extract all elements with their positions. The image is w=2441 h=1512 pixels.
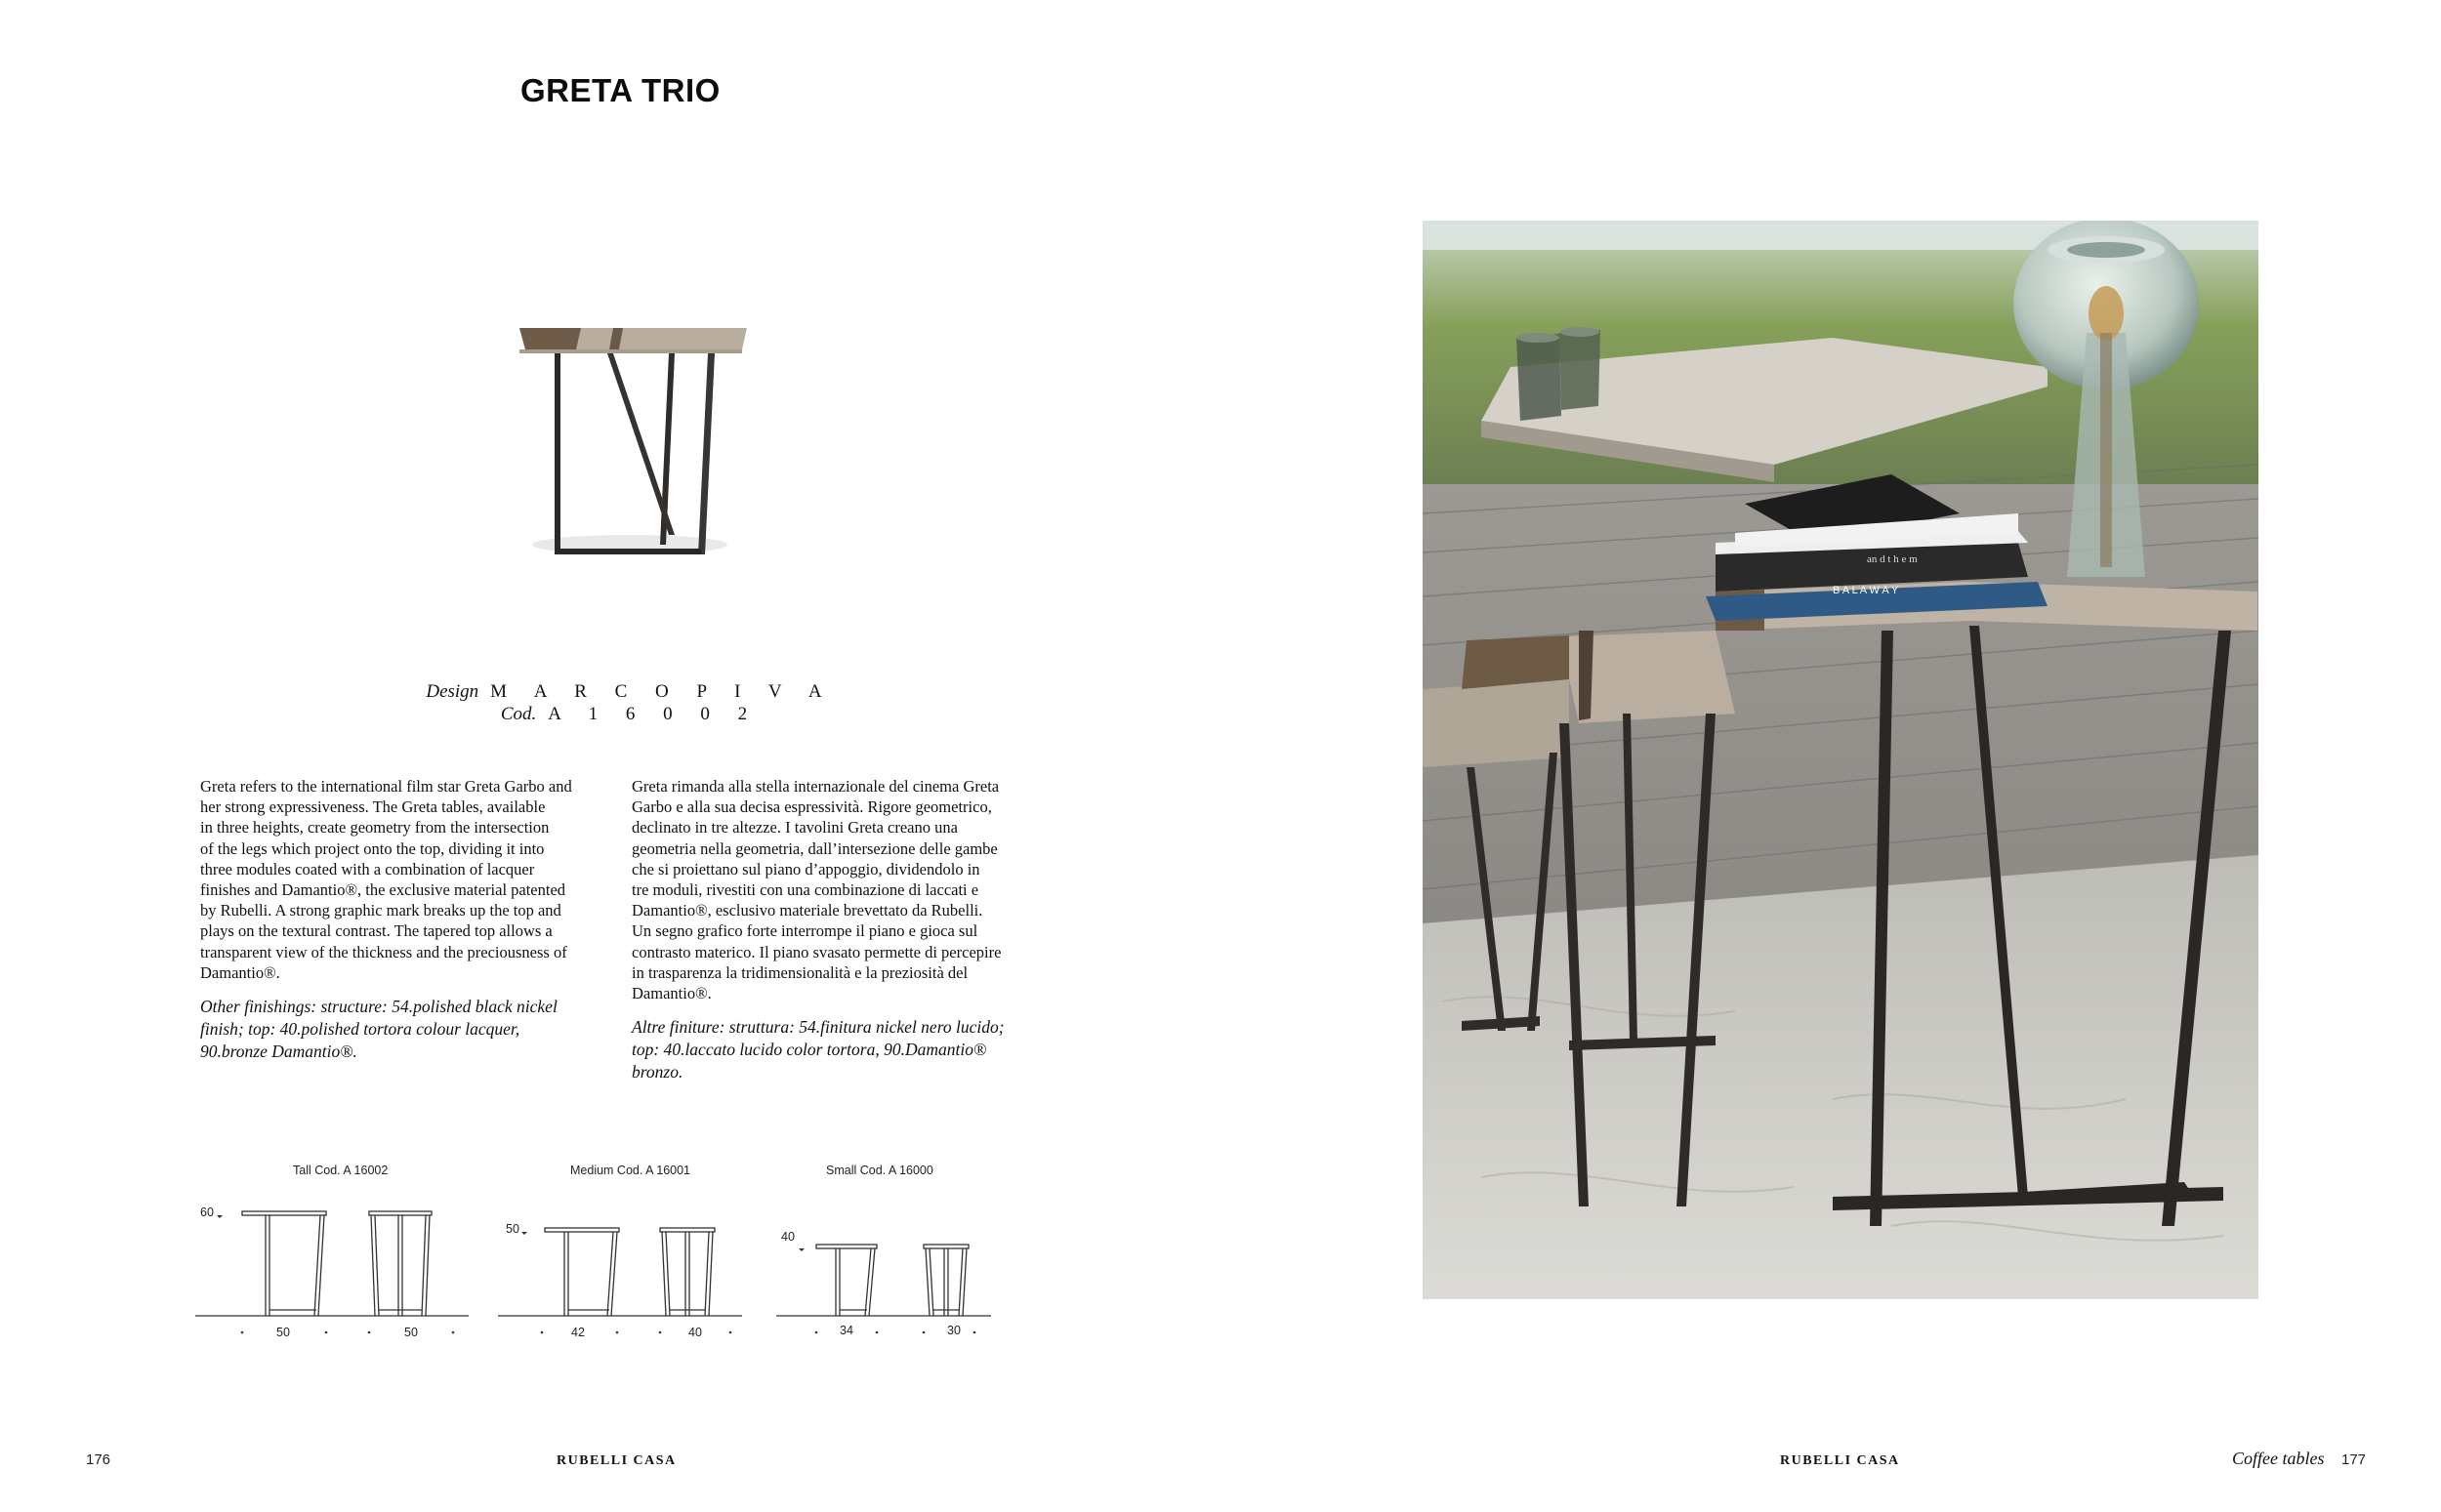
- brand-footer-right: RUBELLI CASA: [1780, 1453, 1900, 1468]
- section-name: Coffee tables: [2232, 1449, 2325, 1468]
- dim-label-tall: Tall Cod. A 16002: [293, 1164, 389, 1177]
- dim-label-small: Small Cod. A 16000: [826, 1164, 933, 1177]
- finishings-en: Other finishings: structure: 54.polished black nickel finish; top: 40.polished tortora colour lacquer, 90.bronze Damantio®.: [200, 997, 558, 1062]
- dim-label-medium: Medium Cod. A 16001: [570, 1164, 690, 1177]
- description-english: [200, 776, 600, 1076]
- book-spine-text: B A L A W A Y: [1833, 585, 1899, 596]
- designer-name: M A R C O P I V A: [490, 681, 834, 702]
- page-number-left: 176: [86, 1451, 111, 1468]
- dim-width-tall-front: 50: [276, 1326, 290, 1339]
- dimension-drawings: [195, 1191, 1006, 1347]
- design-label: Design: [426, 681, 479, 702]
- dim-height-medium: 50: [506, 1222, 519, 1236]
- dim-height-small: 40: [781, 1230, 795, 1244]
- text-it: Greta rimanda alla stella internazionale del cinema Greta Garbo e alla sua decisa espressività. Rigore geometrico, declinato in tre altezze. I tavolini Greta creano una geometria nella geometria, dall’intersezione delle gambe che si proiettano sul piano d’appoggio, dividendolo in tre moduli, rivestiti con una combinazione di laccati e Damantio®, esclusivo materiale brevettato da Rubelli. Un segno grafico forte interrompe il piano e gioca sul contrasto materico. Il piano svasato permette di percepire in trasparenza la tridimensionalità e la preziosità del Damantio®.: [632, 777, 1002, 1003]
- brand-footer-left: RUBELLI CASA: [557, 1453, 677, 1468]
- book-title-text: an d t h e m: [1867, 553, 1918, 565]
- code-label: Cod.: [500, 704, 537, 724]
- code-value: A 1 6 0 0 2: [548, 704, 760, 724]
- dim-width-small-side: 30: [947, 1324, 961, 1337]
- design-credit: [410, 681, 849, 703]
- dim-height-tall: 60: [200, 1206, 214, 1219]
- page-title: GRETA TRIO: [520, 72, 721, 108]
- finishings-it: Altre finiture: struttura: 54.finitura nickel nero lucido; top: 40.laccato lucido color tortora, 90.Damantio® bronzo.: [632, 1017, 1005, 1083]
- product-code: [410, 704, 849, 725]
- text-en: Greta refers to the international film star Greta Garbo and her strong expressiveness. The Greta tables, available in three heights, create geometry from the intersection of the legs which project onto the top, dividing it into three modules coated with a combination of lacquer finishes and Damantio®, the exclusive material patented by Rubelli. A strong graphic mark breaks up the top and plays on the textural contrast. The tapered top allows a transparent view of the thickness and the preciousness of Damantio®.: [200, 777, 572, 982]
- lifestyle-photo: [1423, 221, 2258, 1299]
- page-number-right: 177: [2341, 1451, 2367, 1468]
- dim-width-tall-side: 50: [404, 1326, 418, 1339]
- dim-width-medium-front: 42: [571, 1326, 585, 1339]
- dim-width-medium-side: 40: [688, 1326, 702, 1339]
- dim-width-small-front: 34: [840, 1324, 853, 1337]
- description-italian: [632, 776, 1032, 1096]
- product-image: [498, 310, 762, 564]
